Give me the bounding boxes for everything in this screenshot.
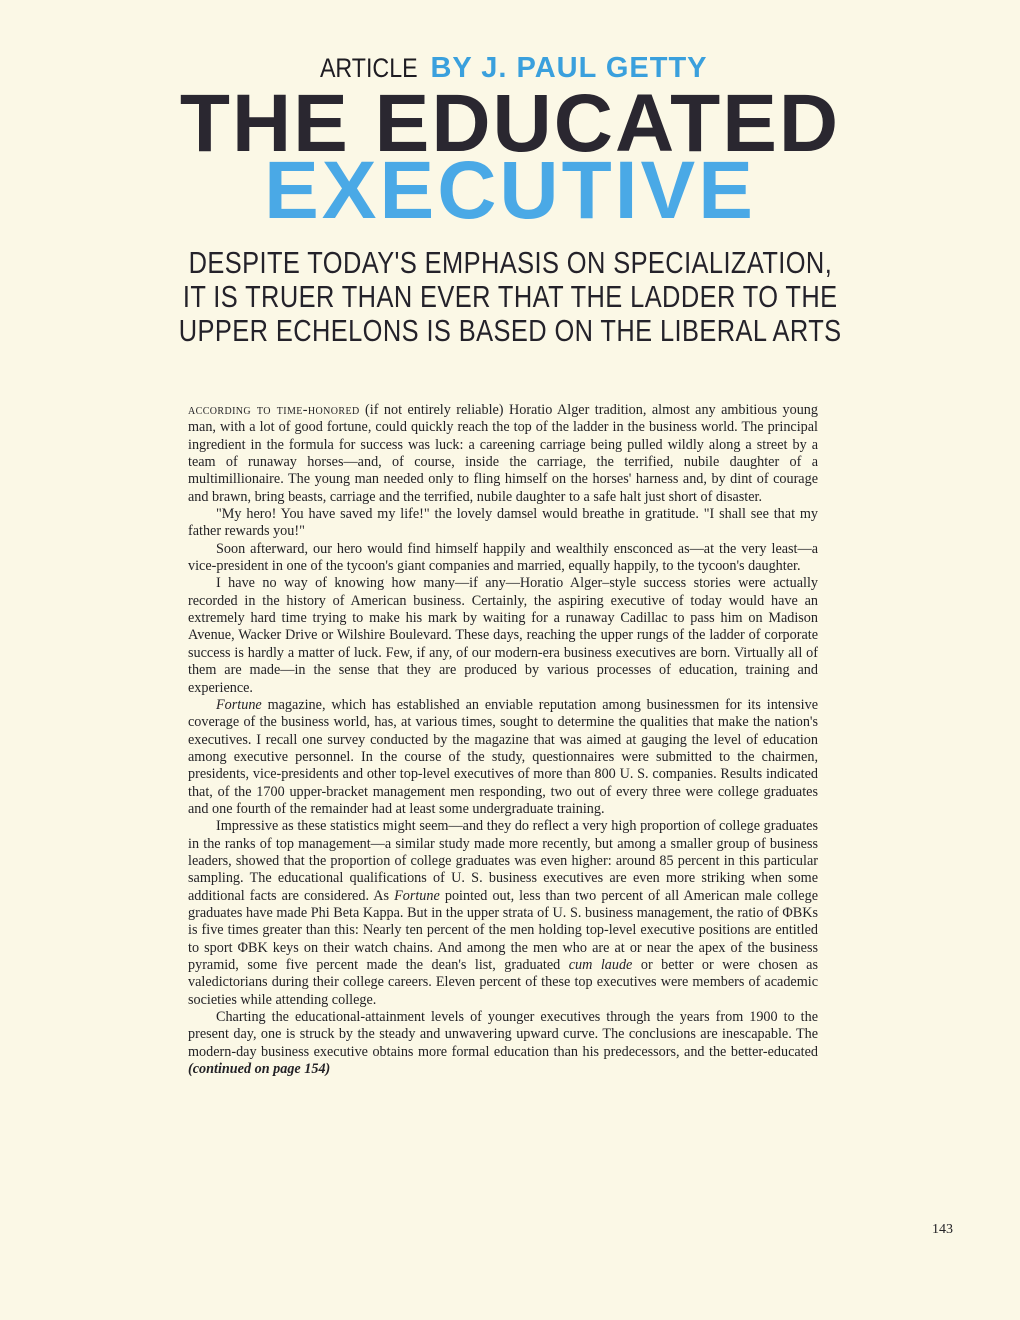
subtitle-line-2 [0, 279, 1020, 315]
title-line-2: EXECUTIVE [264, 145, 756, 236]
paragraph-5-text: magazine, which has established an enviable reputation among businessmen for its intensive coverage of the business world, has, at various times, sought to determine the qualities that make the nation's executives. I recall one survey conducted by the magazine that was aimed at gauging the level of education among executive personnel. In the course of the study, questionnaires were submitted to the chairmen, presidents, vice-presidents and other top-level executives of more than 800 U. S. companies. Results indicated that, of the 1700 upper-bracket management men responding, two out of every three were college graduates and one fourth of the remainder had at least some undergraduate training. [188, 696, 818, 817]
latin-phrase: cum laude [568, 957, 633, 973]
page-number: 143 [932, 1222, 953, 1237]
subtitle-line-3-text: UPPER ECHELONS IS BASED ON THE LIBERAL ARTS [178, 313, 842, 348]
subtitle-line-3 [0, 313, 1020, 349]
paragraph-3: Soon afterward, our hero would find himself happily and wealthily ensconced as—at the very least—a vice-president in one of the tycoon's giant companies and married, equally happily, to the tycoon's daughter. [188, 540, 818, 575]
paragraph-7-text: Charting the educational-attainment levels of younger executives through the years from 1900 to the present day, one is struck by the steady and unwavering upward curve. The conclusions are inescapable. The modern-day business executive obtains more formal education than his predecessors, and the better-educated [188, 1009, 818, 1060]
paragraph-6 [188, 818, 818, 1009]
subtitle-line-1 [0, 245, 1020, 281]
continued-link[interactable]: (continued on page 154) [188, 1061, 331, 1078]
article-body [188, 402, 818, 1078]
paragraph-6-text-a: Impressive as these statistics might seem—and they do reflect a very high proportion of college graduates in the ranks of top management—a similar study made more recently, but among a smaller group of business leaders, showed that the proportion of college graduates was even higher: around 85 percent in this particular sampling. The educational qualifications of U. S. business executives are even more striking when some additional facts are considered. As [188, 818, 818, 904]
paragraph-1-text: (if not entirely reliable) Horatio Alger tradition, almost any ambitious young man, with a lot of good fortune, could quickly reach the top of the ladder in the business world. The principal ingredient in the formula for success was luck: a careening carriage being pulled wildly along a street by a team of runaway horses—and, of course, inside the carriage, the terrified, nubile daughter of a multimillionaire. The young man needed only to fling himself on the horses' harness and, by dint of courage and brawn, bring beasts, carriage and the terrified, nubile daughter to a safe halt just short of disaster. [188, 402, 818, 505]
magazine-name-2: Fortune [394, 887, 440, 904]
subtitle-line-2-text: IT IS TRUER THAN EVER THAT THE LADDER TO THE [182, 279, 838, 314]
paragraph-2: "My hero! You have saved my life!" the lovely damsel would breathe in gratitude. "I shall see that my father rewards you!" [188, 506, 818, 540]
kicker-label: ARTICLE [320, 53, 419, 83]
paragraph-5 [188, 697, 818, 818]
byline: BY J. PAUL GETTY [430, 52, 708, 84]
paragraph-6-text-c: or better or were chosen as valedictorians during their college careers. Eleven percent of these top executives were members of academic societies while attending college. [188, 957, 818, 1008]
magazine-name: Fortune [216, 696, 262, 713]
paragraph-4: I have no way of knowing how many—if any—Horatio Alger–style success stories were actually recorded in the history of American business. Certainly, the aspiring executive of today would have an extremely hard time trying to make his mark by waiting for a runaway Cadillac to pass him on Madison Avenue, Wacker Drive or Wilshire Boulevard. These days, reaching the upper rungs of the ladder of corporate success is hardly a matter of luck. Few, if any, of our modern-era business executives are born. Virtually all of them are made—in the sense that they are produced by various processes of education, training and experience. [188, 575, 818, 696]
paragraph-6-text-b: pointed out, less than two percent of all American male college graduates have made Phi Beta Kappa. But in the upper strata of U. S. business management, the ratio of ΦBKs is five times greater than this: Nearly ten percent of the men holding top-level executive positions are entitled to sport ΦBK keys on their watch chains. And among the men who are at or near the apex of the business pyramid, some five percent made the dean's list, graduated [188, 887, 818, 973]
subtitle-line-1-text: DESPITE TODAY'S EMPHASIS ON SPECIALIZATION, [188, 245, 832, 280]
lead-in: according to time-honored [188, 402, 360, 418]
paragraph-1 [188, 402, 818, 506]
title-line-1: THE EDUCATED [179, 78, 841, 169]
paragraph-7 [188, 1009, 818, 1078]
